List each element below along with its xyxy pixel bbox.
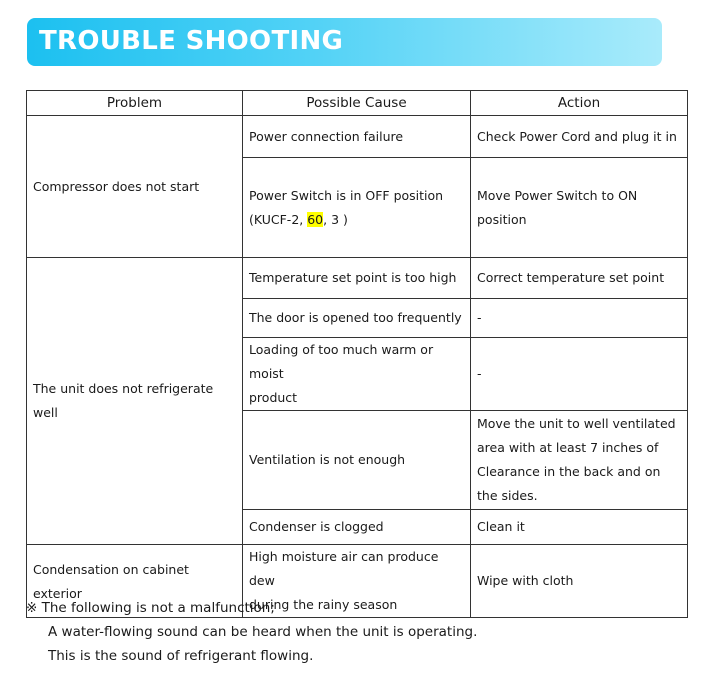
problem-cell <box>27 258 243 545</box>
note-line: A water-flowing sound can be heard when the unit is operating. <box>48 624 478 640</box>
cause-line <box>249 208 464 232</box>
header-action: Action <box>471 91 688 116</box>
problem-text: The unit does not refrigerate well <box>33 381 214 420</box>
cause-line: Loading of too much warm or moist <box>249 342 434 381</box>
action-cell: - <box>471 299 688 338</box>
action-line: Clearance in the back and on <box>477 464 661 479</box>
page-title: TROUBLE SHOOTING <box>39 26 344 56</box>
header-possible-cause: Possible Cause <box>243 91 471 116</box>
cause-line: High moisture air can produce dew <box>249 549 439 588</box>
cause-line: during the rainy season <box>249 597 398 612</box>
header-problem: Problem <box>27 91 243 116</box>
table-row <box>27 258 688 299</box>
cause-cell: Condenser is clogged <box>243 510 471 545</box>
action-cell: Correct temperature set point <box>471 258 688 299</box>
cause-text: (KUCF-2, <box>249 211 308 227</box>
cause-cell: Temperature set point is too high <box>243 258 471 299</box>
action-cell <box>471 411 688 510</box>
action-cell: Wipe with cloth <box>471 545 688 618</box>
action-cell: Clean it <box>471 510 688 545</box>
action-cell: Check Power Cord and plug it in <box>471 116 688 158</box>
note-line: This is the sound of refrigerant flowing. <box>48 648 314 664</box>
problem-text: Condensation on cabinet exterior <box>33 561 189 601</box>
action-cell: Move Power Switch to ON position <box>471 158 688 258</box>
cause-cell: Power connection failure <box>243 116 471 158</box>
highlighted-model: 60 <box>307 211 324 227</box>
cause-cell <box>243 158 471 258</box>
problem-cell: Compressor does not start <box>27 116 243 258</box>
table-row <box>27 116 688 158</box>
cause-cell <box>243 338 471 411</box>
troubleshooting-table <box>26 90 688 618</box>
malfunction-note <box>26 596 477 668</box>
cause-cell: The door is opened too frequently <box>243 299 471 338</box>
note-line: ※ The following is not a malfunction; <box>26 600 275 616</box>
title-banner <box>27 18 662 66</box>
cause-cell: Ventilation is not enough <box>243 411 471 510</box>
action-line: Move the unit to well ventilated <box>477 416 676 431</box>
action-line: the sides. <box>477 488 538 503</box>
cause-line: product <box>249 390 298 405</box>
cause-text: , 3 ) <box>323 211 348 227</box>
cause-line: Power Switch is in OFF position <box>249 187 444 203</box>
table-header-row <box>27 91 688 116</box>
action-cell: - <box>471 338 688 411</box>
action-line: area with at least 7 inches of <box>477 440 659 455</box>
